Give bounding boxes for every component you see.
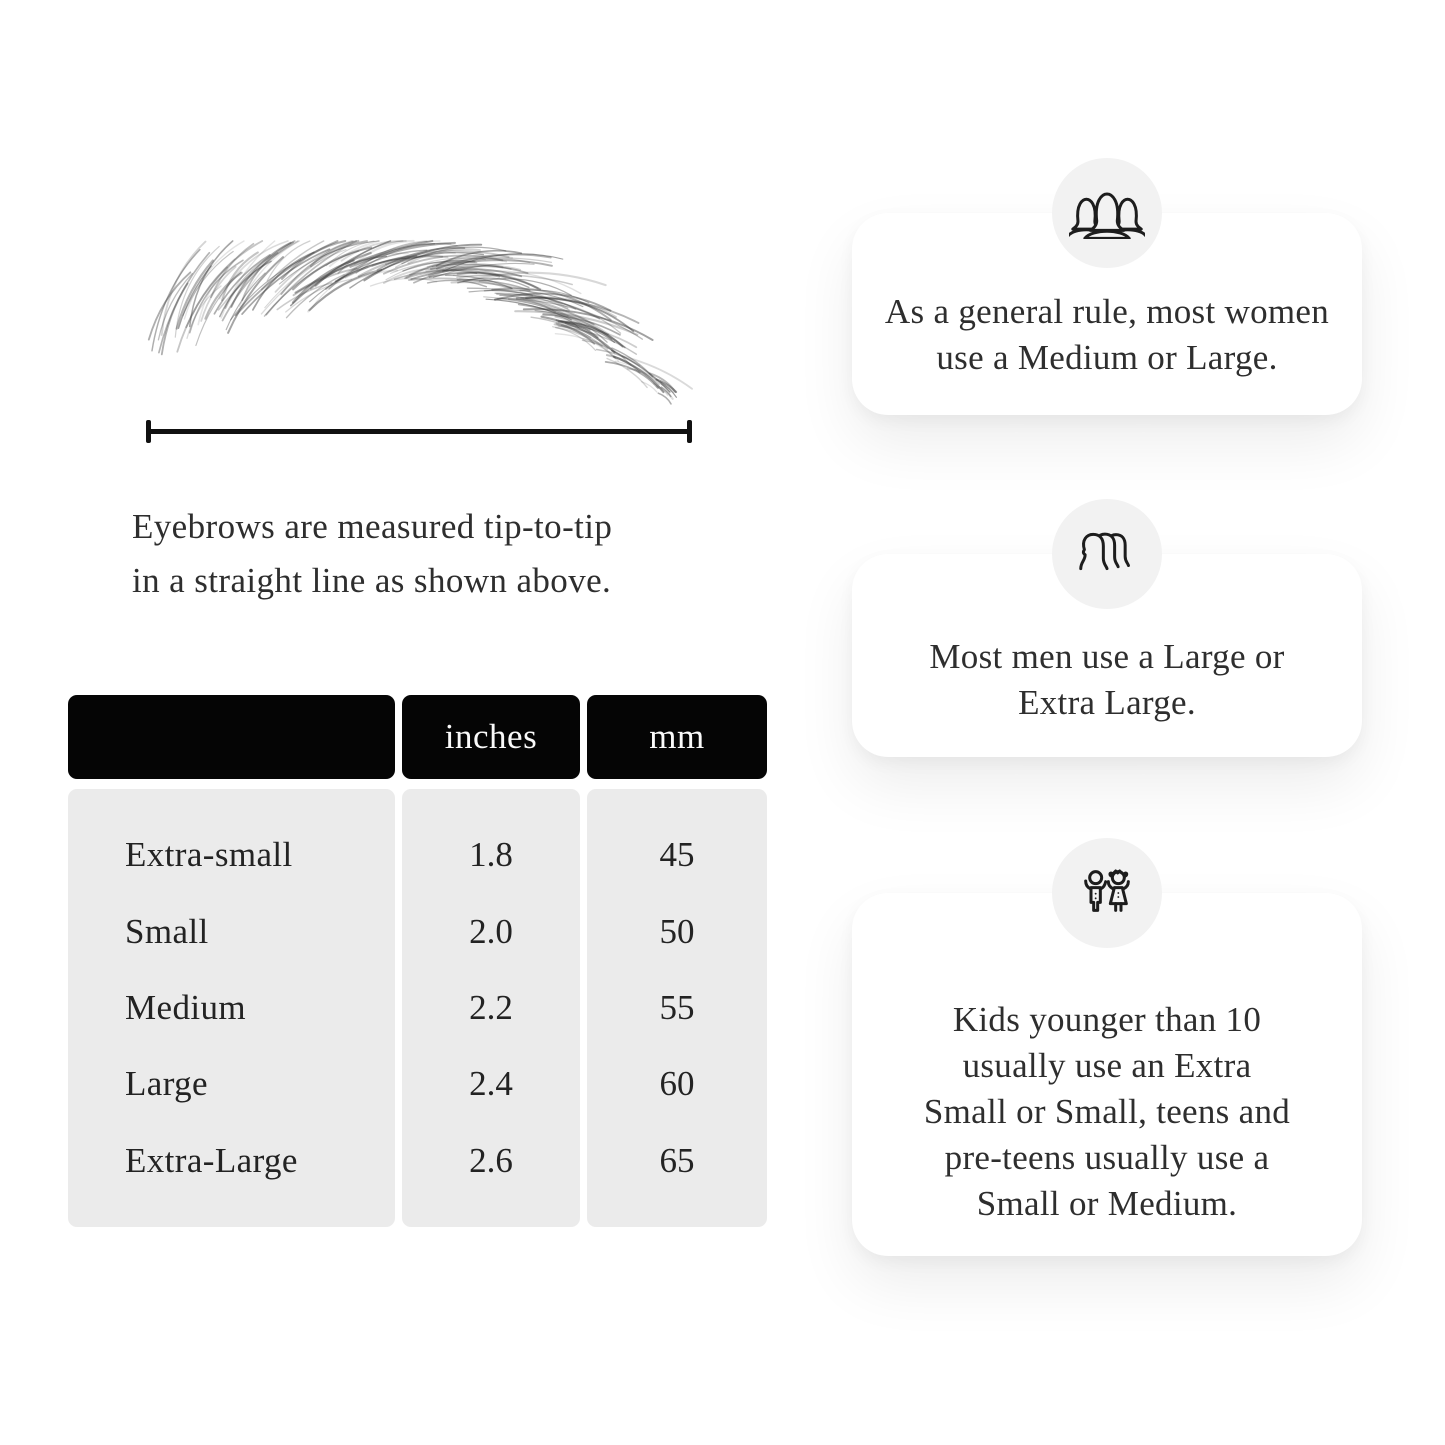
- size-table-header-inches: inches: [402, 695, 580, 779]
- size-table-header-blank: [68, 695, 395, 779]
- kids-icon: [1052, 838, 1162, 948]
- measurement-caption: [132, 500, 612, 608]
- card-line: Small or Small, teens and: [923, 1092, 1291, 1131]
- table-row: [68, 835, 767, 875]
- measurement-line: [146, 420, 692, 443]
- size-inches-value: 1.8: [469, 835, 513, 875]
- table-row: [68, 988, 767, 1028]
- card-line: Kids younger than 10: [952, 1000, 1262, 1039]
- size-mm-value: 50: [659, 911, 695, 951]
- caption-line-2: in a straight line as shown above.: [132, 561, 612, 600]
- measurement-line-right-cap: [687, 420, 692, 443]
- card-line: Most men use a Large or: [929, 637, 1285, 676]
- women-group-icon: [1052, 158, 1162, 268]
- card-line: Small or Medium.: [976, 1184, 1238, 1223]
- size-mm-value: 60: [659, 1064, 695, 1104]
- card-line: use a Medium or Large.: [936, 338, 1278, 377]
- info-card-kids: [852, 893, 1362, 1256]
- size-inches-value: 2.6: [469, 1140, 513, 1180]
- size-table-header-mm: mm: [587, 695, 767, 779]
- caption-line-1: Eyebrows are measured tip-to-tip: [132, 507, 613, 546]
- info-card-women: [852, 213, 1362, 415]
- table-row: [68, 1141, 767, 1181]
- size-label: Small: [125, 911, 209, 951]
- info-card-text: [852, 289, 1362, 381]
- eyebrow-illustration: [112, 238, 697, 410]
- info-card-text: [852, 634, 1362, 726]
- size-mm-value: 65: [659, 1140, 695, 1180]
- size-inches-value: 2.4: [469, 1064, 513, 1104]
- size-label: Large: [125, 1064, 208, 1104]
- size-label: Extra-Large: [125, 1140, 298, 1180]
- card-line: usually use an Extra: [962, 1046, 1252, 1085]
- card-line: pre-teens usually use a: [944, 1138, 1270, 1177]
- table-row: [68, 1064, 767, 1104]
- info-card-men: [852, 554, 1362, 757]
- measurement-line-bar: [148, 429, 690, 434]
- size-mm-value: 45: [659, 835, 695, 875]
- table-row: [68, 912, 767, 952]
- size-label: Extra-small: [125, 835, 293, 875]
- size-mm-value: 55: [659, 987, 695, 1027]
- card-line: Extra Large.: [1018, 683, 1196, 722]
- size-label: Medium: [125, 987, 247, 1027]
- men-group-icon: [1052, 499, 1162, 609]
- card-line: As a general rule, most women: [884, 292, 1330, 331]
- size-table-rows: [68, 789, 767, 1227]
- size-inches-value: 2.0: [469, 911, 513, 951]
- info-card-text: [852, 997, 1362, 1227]
- size-inches-value: 2.2: [469, 987, 513, 1027]
